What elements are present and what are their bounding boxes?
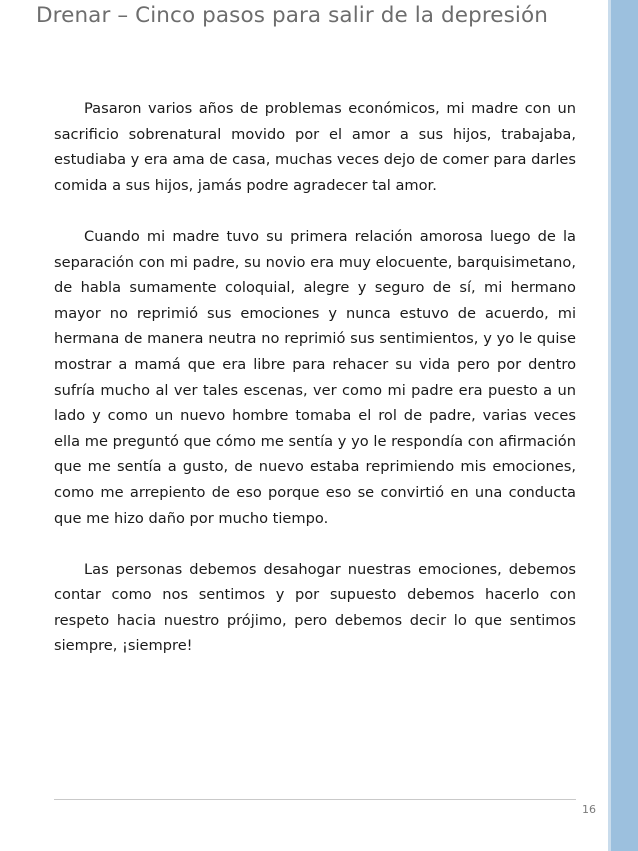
- paragraph-3: Las personas debemos desahogar nuestras emociones, debemos contar como nos sentimos y por supuesto debemos hacerlo con respeto hacia nuestro prójimo, pero debemos decir lo que sentimos siempre, ¡siempre!: [54, 560, 576, 655]
- paragraph-1: Pasaron varios años de problemas económicos, mi madre con un sacrificio sobrenatural movido por el amor a sus hijos, trabajaba, estudiaba y era ama de casa, muchas veces dejo de comer para darles comida a sus hijos, jamás podre agradecer tal amor.: [54, 100, 576, 194]
- page-number: 16: [582, 803, 596, 816]
- page-title: Drenar – Cinco pasos para salir de la depresión: [36, 3, 548, 28]
- footer-divider: [54, 799, 576, 800]
- paragraph-2: Cuando mi madre tuvo su primera relación amorosa luego de la separación con mi padre, su novio era muy elocuente, barquisimetano, de habla sumamente coloquial, alegre y seguro de sí, mi hermano mayor no reprimió sus emociones y nunca estuvo de acuerdo, mi hermana de manera neutra no reprimió sus sentimientos, y yo le quise mostrar a mamá que era libre para rehacer su vida pero por dentro sufría mucho al ver tales escenas, ver como mi padre era puesto a un lado y como un nuevo hombre tomaba el rol de padre, varias veces ella me preguntó que cómo me sentía y yo le respondía con afirmación que me sentía a gusto, de nuevo estaba reprimiendo mis emociones, como me arrepiento de eso porque eso se convirtió en una conducta que me hizo daño por mucho tiempo.: [54, 227, 576, 527]
- decorative-side-bar: [611, 0, 638, 851]
- body-text: [54, 96, 576, 659]
